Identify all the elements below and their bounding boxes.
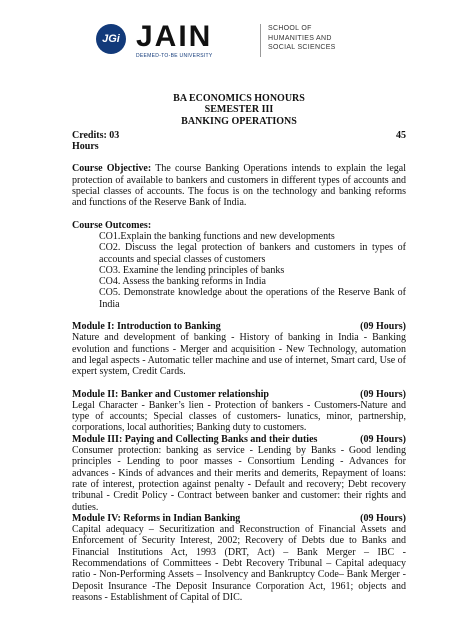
outcome-item: CO5. Demonstrate knowledge about the operations of the Reserve Bank of India [99, 287, 406, 310]
module-text: Nature and development of banking - History of banking in India - Banking evolution and functions - Merger and acquisition - New Technology, automation and legal aspects - Automatic teller machine and use of internet, Smart card, Use of expert system, Credit Cards. [72, 332, 406, 378]
school-line: SCHOOL OF [268, 25, 312, 32]
school-name [268, 24, 336, 53]
logo-tagline: DEEMED-TO-BE UNIVERSITY [136, 53, 213, 59]
course-title: BANKING OPERATIONS [181, 115, 297, 127]
jgi-logo-icon: JGi [96, 24, 126, 54]
module-title: Module II: Banker and Customer relationship [72, 388, 269, 400]
module-title: Module IV: Reforms in Indian Banking [72, 512, 241, 524]
module-hours: (09 Hours) [360, 321, 406, 333]
outcome-item: CO4. Assess the banking reforms in India [99, 276, 266, 288]
module-hours: (09 Hours) [360, 433, 406, 445]
program-title: BA ECONOMICS HONOURS [173, 93, 305, 104]
header-logo [96, 20, 396, 60]
document-body [72, 93, 406, 603]
outcome-item: CO2. Discuss the legal protection of bankers and customers in types of accounts and special classes of customers [99, 242, 406, 265]
hours-label: Hours [72, 141, 99, 153]
module-hours: (09 Hours) [360, 512, 406, 524]
outcome-item: CO1.Explain the banking functions and new developments [99, 230, 335, 242]
module-hours: (09 Hours) [360, 388, 406, 400]
module-text: Capital adequacy – Securitization and Reconstruction of Financial Assets and Enforcement of Security Interest, 2002; Recovery of Debts due to Banks and Financial Institutions Act, 1993 (DRT, Act) – Bank Merger – IBC - Recommendations of Committees - Debt Recovery Tribunal – Capital adequacy ratio - Non-Performing Assets – Insolvency and Bankruptcy Code– Bank Merger - Deposit Insurance -The Deposit Insurance Corporation Act, 1961; objects and reasons - Establishment of Capital of DIC. [72, 524, 406, 603]
module-text: Legal Character - Banker’s lien - Protection of bankers - Customers-Nature and type of accounts; Special classes of customers- lunatics, minor, partnership, corporations, local authorities; Banking duty to customers. [72, 399, 406, 434]
outcomes-label: Course Outcomes: [72, 219, 152, 231]
semester-title: SEMESTER III [204, 104, 274, 116]
logo-divider [260, 24, 261, 57]
module-heading [72, 389, 406, 400]
credits-label: Credits: 03 [72, 129, 120, 141]
hours-value: 45 [396, 129, 406, 141]
jain-logo-wordmark: JAIN [136, 20, 213, 53]
school-line: HUMANITIES AND [268, 34, 332, 42]
module-text: Consumer protection: banking as service - Lending by Banks - Good lending principles - Lending to poor masses - Consortium Lending - Advances for advances - Kinds of advances and their merits and demerits, Repayment of loans: rate of interest, protection against penalty - Default and recovery; Debt recovery tribunal - Credit Policy - Contract between banker and customer: their rights and duties. [72, 445, 406, 513]
module-heading [72, 513, 406, 524]
course-objective [72, 163, 406, 208]
objective-text: The course Banking Operations intends to explain the legal protection of available to bankers and customers in different types of accounts and special classes of accounts. The focus is on the technology and banking reforms and functions of the Reserve Bank of India. [72, 163, 406, 209]
module-heading [72, 321, 406, 332]
module-title: Module III: Paying and Collecting Banks and their duties [72, 433, 318, 445]
objective-label: Course Objective: [72, 163, 152, 175]
credits-row [72, 130, 406, 141]
outcome-item: CO3. Examine the lending principles of banks [99, 264, 285, 276]
module-title: Module I: Introduction to Banking [72, 321, 221, 333]
module-heading [72, 434, 406, 445]
school-line: SOCIAL SCIENCES [268, 44, 336, 51]
